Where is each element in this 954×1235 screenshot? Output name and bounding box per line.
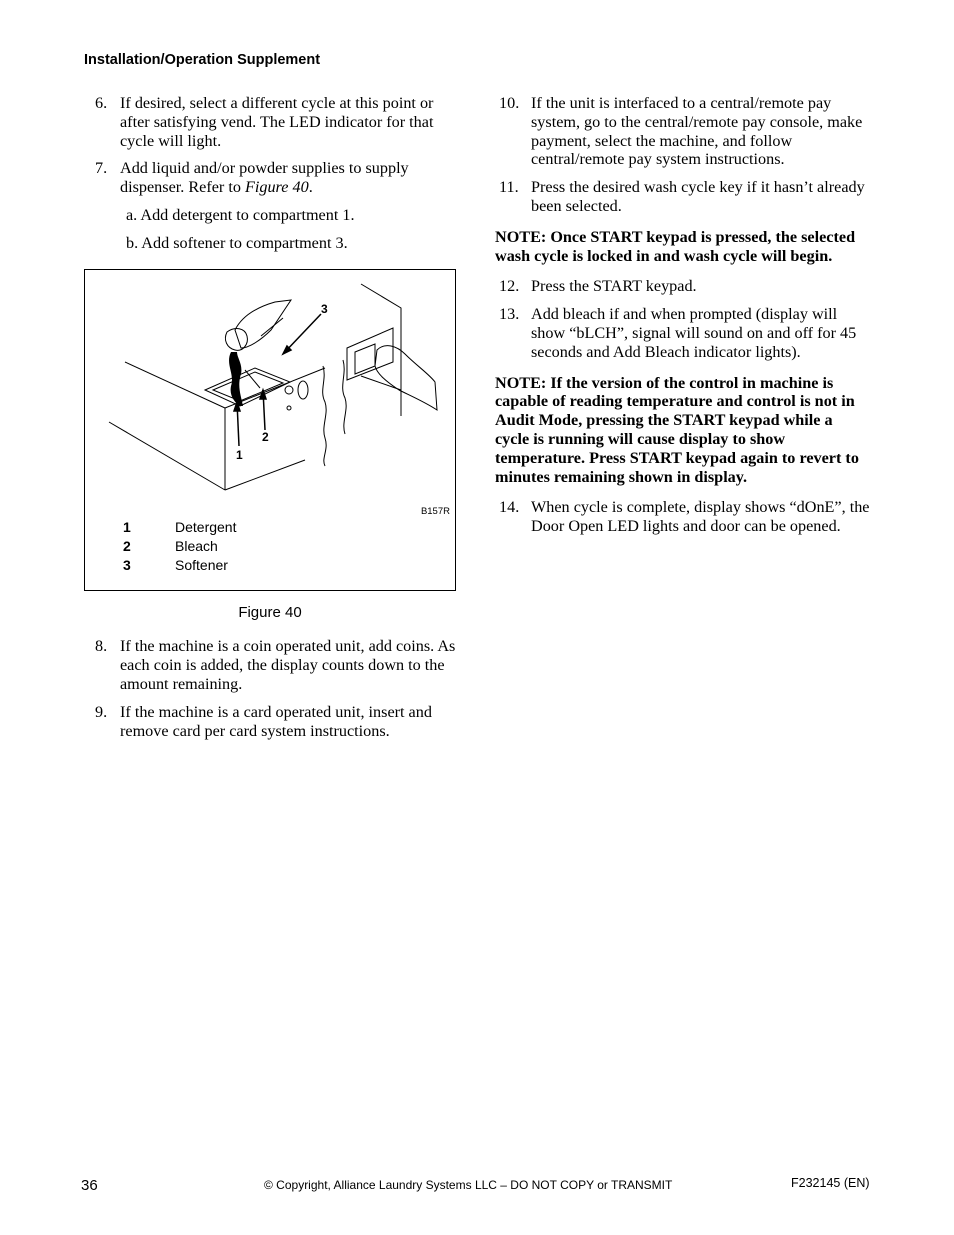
footer-document-id: F232145 (EN) [791,1176,870,1190]
step-text: When cycle is complete, display shows “dOnE”, the Door Open LED lights and door can be opened. [531,498,870,536]
dispenser-illustration [85,270,457,592]
step-text-end: . [308,178,313,197]
legend-number: 3 [123,556,131,573]
callout-1: 1 [236,447,243,462]
step-text: Press the desired wash cycle key if it hasn’t already been selected. [531,178,865,215]
footer-copyright: © Copyright, Alliance Laundry Systems LLC – DO NOT COPY or TRANSMIT [264,1178,673,1192]
left-column [84,94,458,749]
step-number: 12. [499,277,520,296]
substep-b: b. Add softener to compartment 3. [126,233,348,252]
page-number: 36 [81,1177,98,1194]
step-8 [84,637,458,693]
substep-a: a. Add detergent to compartment 1. [126,205,355,224]
figure-code: B157R [420,505,450,517]
step-6 [84,94,458,150]
step-7 [84,159,458,197]
note-start-keypad: NOTE: Once START keypad is pressed, the selected wash cycle is locked in and wash cycle will begin. [495,227,856,265]
step-text: Press the START keypad. [531,277,697,296]
callout-2: 2 [262,429,269,444]
legend-number: 2 [123,537,131,554]
step-text: If the unit is interfaced to a central/remote pay system, go to the central/remote pay console, make payment, select the machine, and follow central/remote pay system instructions. [531,94,863,169]
right-column [495,94,870,545]
step-text: Add liquid and/or powder supplies to supply dispenser. Refer to [120,159,409,197]
step-14 [495,498,870,536]
step-number: 9. [95,702,108,721]
figure-40 [84,269,456,591]
step-9 [84,703,458,741]
step-number: 11. [499,178,519,197]
step-10 [495,94,870,169]
step-number: 14. [499,498,520,517]
step-number: 10. [499,94,520,112]
legend-number: 1 [123,518,131,535]
step-number: 7. [95,159,108,178]
legend-label: Bleach [175,537,218,554]
figure-caption: Figure 40 [238,603,302,621]
step-text: If desired, select a different cycle at this point or after satisfying vend. The LED indicator for that cycle will light. [120,94,434,150]
step-text: If the machine is a card operated unit, insert and remove card per card system instructions. [120,702,432,740]
figure-reference: Figure 40 [244,178,309,197]
legend-label: Detergent [175,518,237,535]
legend-label: Softener [175,556,228,573]
step-13 [495,305,870,361]
step-text: If the machine is a coin operated unit, add coins. As each coin is added, the display counts down to the amount remaining. [120,637,456,693]
step-text: Add bleach if and when prompted (display will show “bLCH”, signal will sound on and off for 45 seconds and Add Bleach indicator lights). [531,305,857,361]
step-number: 8. [95,637,108,656]
step-number: 6. [95,94,108,112]
page-header: Installation/Operation Supplement [84,52,321,68]
note-temperature: NOTE: If the version of the control in machine is capable of reading temperature and control is not in Audit Mode, pressing the START keypad while a cycle is running will cause display to show temperature. Press START keypad again to revert to minutes remaining shown in display. [495,373,859,486]
step-11 [495,178,870,216]
step-number: 13. [499,305,520,324]
callout-3: 3 [321,301,328,316]
step-12 [495,277,870,296]
